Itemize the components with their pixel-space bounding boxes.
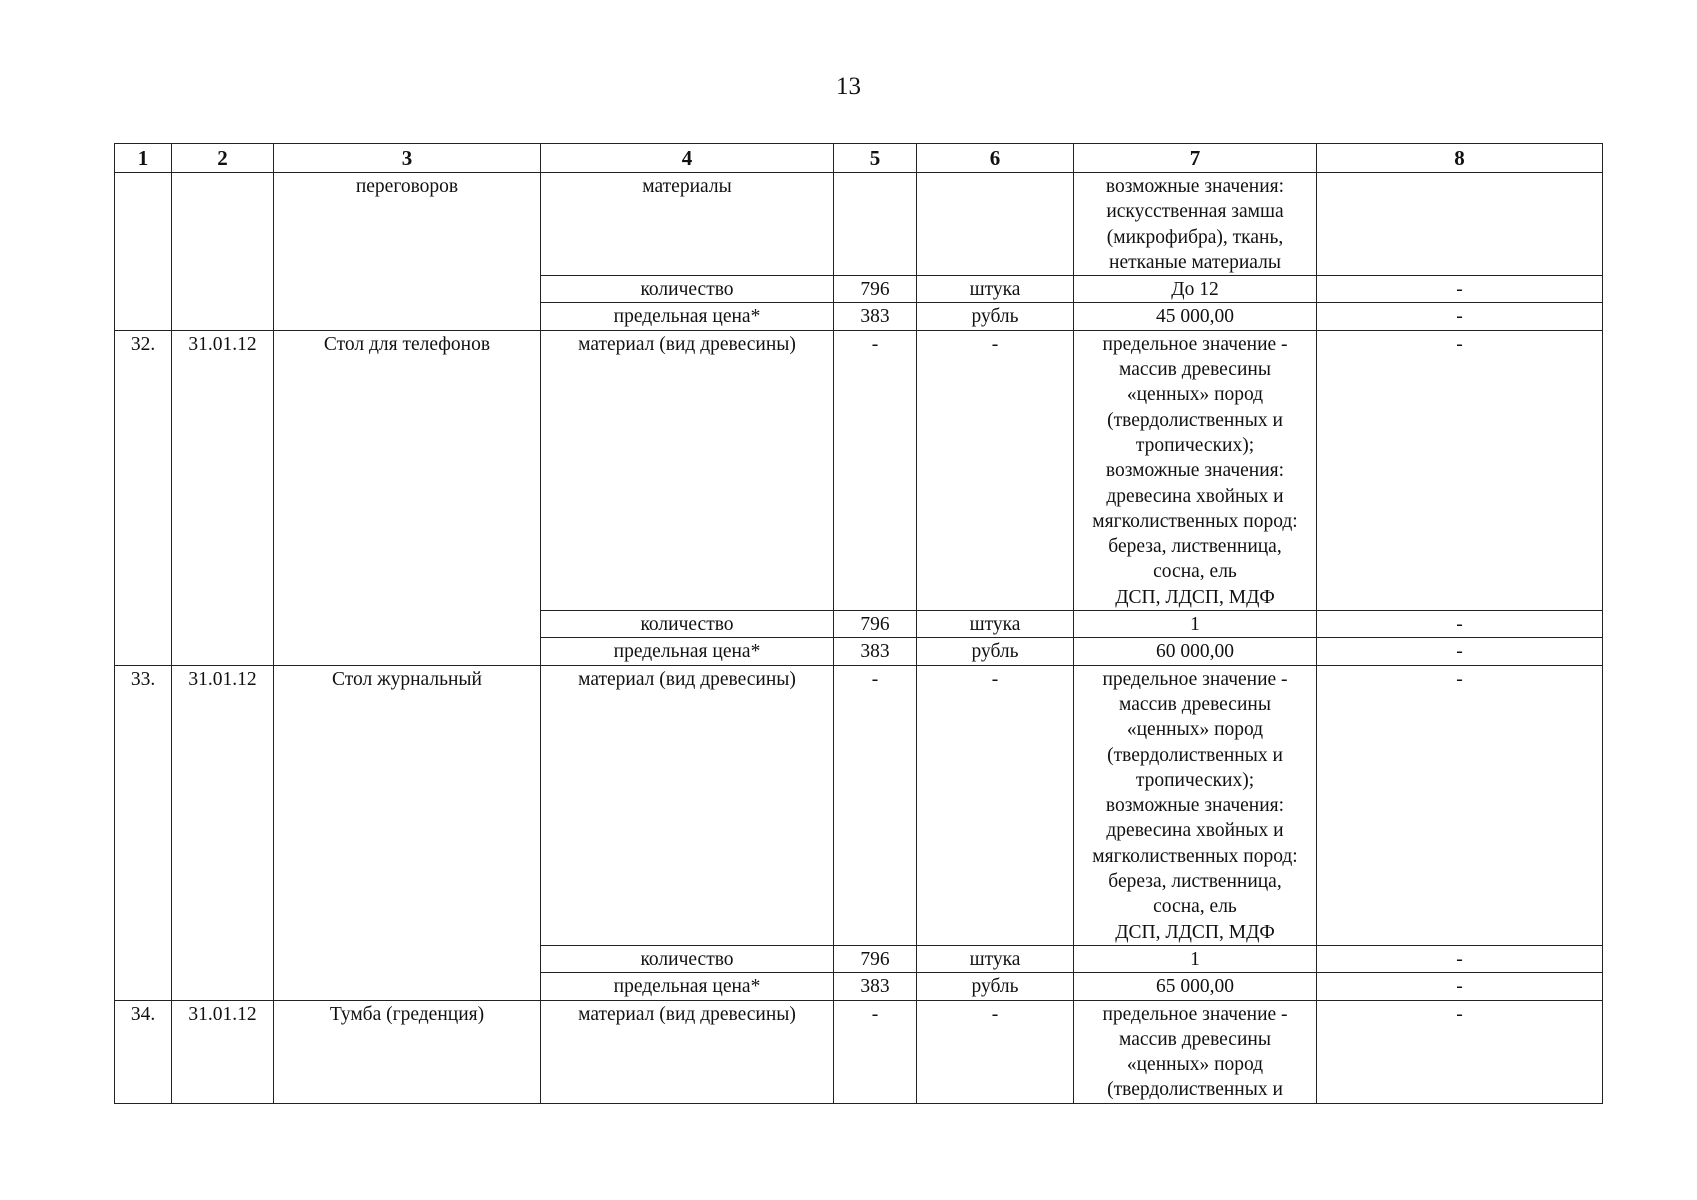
- okei-code-cell: [834, 173, 917, 276]
- item-number-cell: 32.: [115, 330, 172, 665]
- column-header: 7: [1074, 144, 1317, 173]
- item-number-cell: 33.: [115, 665, 172, 1000]
- value-cell: 1: [1074, 611, 1317, 638]
- header-row: [115, 144, 1603, 173]
- value-cell: предельное значение - массив древесины «ценных» пород (твердолиственных и тропических); возможные значения: древесина хвойных и мягколиственных пород: береза, лиственница, сосна, ель ДСП, ЛДСП, МДФ: [1074, 665, 1317, 945]
- extra-cell: -: [1317, 945, 1603, 972]
- characteristic-cell: количество: [541, 276, 834, 303]
- item-code-cell: [172, 173, 274, 331]
- table-row: [115, 330, 1603, 610]
- extra-cell: -: [1317, 1000, 1603, 1103]
- okei-code-cell: 796: [834, 611, 917, 638]
- item-number-cell: 34.: [115, 1000, 172, 1103]
- item-number-cell: [115, 173, 172, 331]
- characteristic-cell: предельная цена*: [541, 303, 834, 330]
- unit-cell: рубль: [917, 973, 1074, 1000]
- okei-code-cell: 383: [834, 303, 917, 330]
- page-number: 13: [836, 73, 861, 100]
- value-cell: возможные значения: искусственная замша (микрофибра), ткань, нетканые материалы: [1074, 173, 1317, 276]
- extra-cell: -: [1317, 330, 1603, 610]
- column-header: 4: [541, 144, 834, 173]
- item-code-cell: 31.01.12: [172, 1000, 274, 1103]
- specification-table: [114, 143, 1603, 1104]
- unit-cell: штука: [917, 611, 1074, 638]
- value-cell: До 12: [1074, 276, 1317, 303]
- unit-cell: -: [917, 665, 1074, 945]
- unit-cell: штука: [917, 945, 1074, 972]
- okei-code-cell: 796: [834, 276, 917, 303]
- extra-cell: -: [1317, 973, 1603, 1000]
- item-code-cell: 31.01.12: [172, 665, 274, 1000]
- characteristic-cell: материал (вид древесины): [541, 1000, 834, 1103]
- item-name-cell: Тумба (греденция): [274, 1000, 541, 1103]
- value-cell: 1: [1074, 945, 1317, 972]
- okei-code-cell: -: [834, 330, 917, 610]
- column-header: 1: [115, 144, 172, 173]
- okei-code-cell: -: [834, 665, 917, 945]
- item-name-cell: переговоров: [274, 173, 541, 331]
- extra-cell: -: [1317, 638, 1603, 665]
- value-cell: 65 000,00: [1074, 973, 1317, 1000]
- unit-cell: рубль: [917, 638, 1074, 665]
- column-header: 3: [274, 144, 541, 173]
- characteristic-cell: материал (вид древесины): [541, 330, 834, 610]
- characteristic-cell: предельная цена*: [541, 973, 834, 1000]
- characteristic-cell: материалы: [541, 173, 834, 276]
- item-name-cell: Стол журнальный: [274, 665, 541, 1000]
- column-header: 8: [1317, 144, 1603, 173]
- characteristic-cell: предельная цена*: [541, 638, 834, 665]
- extra-cell: -: [1317, 665, 1603, 945]
- okei-code-cell: 383: [834, 638, 917, 665]
- okei-code-cell: 796: [834, 945, 917, 972]
- value-cell: предельное значение - массив древесины «ценных» пород (твердолиственных и тропических); возможные значения: древесина хвойных и мягколиственных пород: береза, лиственница, сосна, ель ДСП, ЛДСП, МДФ: [1074, 330, 1317, 610]
- column-header: 2: [172, 144, 274, 173]
- characteristic-cell: количество: [541, 611, 834, 638]
- item-name-cell: Стол для телефонов: [274, 330, 541, 665]
- table-row: [115, 665, 1603, 945]
- unit-cell: рубль: [917, 303, 1074, 330]
- table-row: [115, 1000, 1603, 1103]
- column-header: 5: [834, 144, 917, 173]
- value-cell: 45 000,00: [1074, 303, 1317, 330]
- value-cell: предельное значение - массив древесины «ценных» пород (твердолиственных и: [1074, 1000, 1317, 1103]
- extra-cell: -: [1317, 303, 1603, 330]
- characteristic-cell: материал (вид древесины): [541, 665, 834, 945]
- value-cell: 60 000,00: [1074, 638, 1317, 665]
- column-header: 6: [917, 144, 1074, 173]
- extra-cell: -: [1317, 276, 1603, 303]
- unit-cell: [917, 173, 1074, 276]
- characteristic-cell: количество: [541, 945, 834, 972]
- table-row: [115, 173, 1603, 276]
- unit-cell: штука: [917, 276, 1074, 303]
- okei-code-cell: -: [834, 1000, 917, 1103]
- extra-cell: [1317, 173, 1603, 276]
- unit-cell: -: [917, 1000, 1074, 1103]
- unit-cell: -: [917, 330, 1074, 610]
- item-code-cell: 31.01.12: [172, 330, 274, 665]
- okei-code-cell: 383: [834, 973, 917, 1000]
- extra-cell: -: [1317, 611, 1603, 638]
